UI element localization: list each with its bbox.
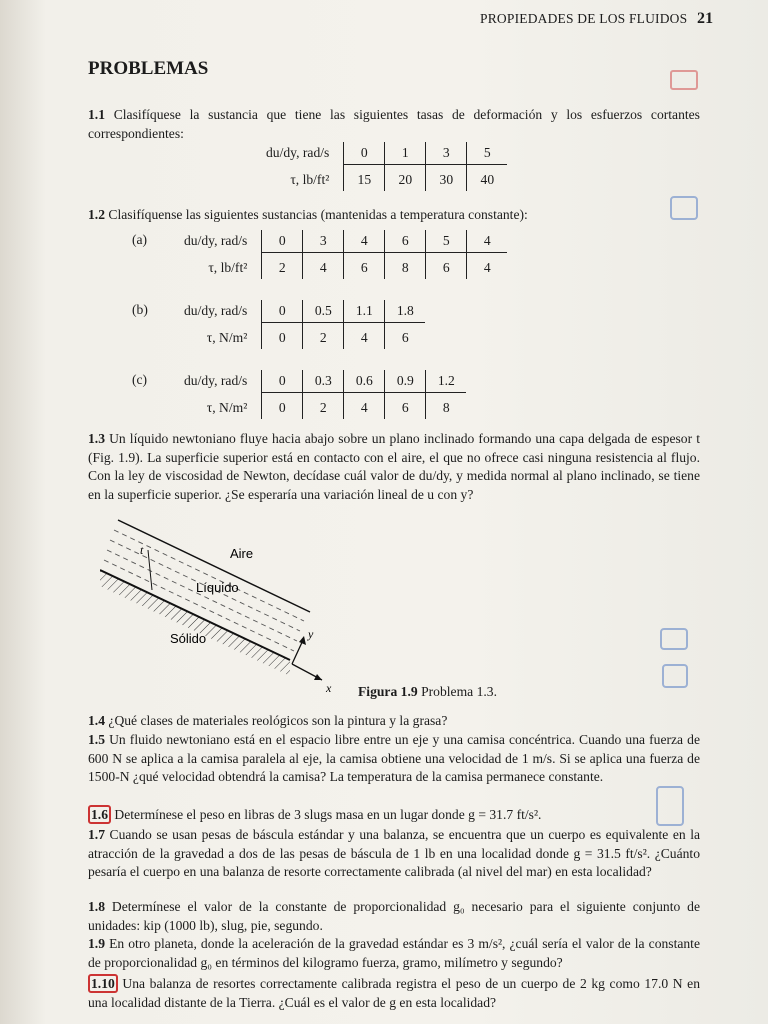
problem-number: 1.8	[88, 899, 105, 914]
marker-annotation	[670, 196, 698, 220]
problem-1-8	[88, 898, 700, 935]
problem-text: Un fluido newtoniano está en el espacio libre entre un eje y una camisa concéntrica. Cuando una fuerza de 600 N se aplica a la camisa paralela al eje, la camisa obtiene una velocidad de 1 m/s. Si se aplica una fuerza de 1500-N ¿qué velocidad obtendrá la camisa? La temperatura de la camisa permanece constante.	[88, 732, 700, 785]
stress-row	[180, 253, 507, 280]
problem-1-9	[88, 935, 700, 972]
table-cell: 1	[385, 142, 426, 165]
row-label: τ, lb/ft²	[290, 171, 330, 187]
figure-caption	[358, 684, 497, 700]
problem-1-7	[88, 826, 700, 882]
marker-annotation	[662, 664, 688, 688]
rate-row	[262, 142, 507, 165]
table-cell: 15	[344, 165, 385, 192]
problem-text: Clasifíquense las siguientes sustancias (mantenidas a temperatura constante):	[108, 207, 528, 222]
problem-text: Determínese el peso en libras de 3 slugs masa en un lugar donde g = 31.7 ft/s².	[114, 807, 542, 822]
table-cell: 6	[344, 253, 385, 280]
problem-1-6	[88, 805, 700, 825]
label-x: x	[326, 681, 332, 695]
table-cell: 0	[262, 300, 303, 323]
problem-1-2	[88, 206, 700, 225]
running-header	[480, 10, 713, 28]
table-1-1	[262, 142, 507, 191]
table-cell: 1.8	[385, 300, 426, 323]
row-label: du/dy, rad/s	[184, 233, 248, 249]
problem-text: En otro planeta, donde la aceleración de la gravedad estándar es 3 m/s², ¿cuál sería el valor de la constante de proporcionalidad g₀ en términos del kilogramo fuerza, gramo, milímetro y segundo?	[88, 936, 700, 970]
table-1-2a	[180, 230, 507, 279]
subpart-b: (b)	[132, 302, 148, 317]
table-cell: 0.5	[303, 300, 344, 323]
row-label: τ, lb/ft²	[208, 259, 248, 275]
problem-number: 1.1	[88, 107, 105, 122]
solid-plane-hatch	[100, 570, 290, 676]
rate-row	[180, 300, 425, 323]
table-cell: 6	[426, 253, 467, 280]
table-cell: 4	[467, 230, 508, 253]
table-cell: 5	[467, 142, 508, 165]
table-cell: 0.3	[303, 370, 344, 393]
table-cell: 8	[385, 253, 426, 280]
marker-annotation	[660, 628, 688, 650]
page-number: 21	[696, 10, 714, 27]
label-y: y	[308, 627, 314, 641]
problem-number-circled: 1.6	[88, 805, 111, 824]
table-cell: 0	[344, 142, 385, 165]
table-cell: 0	[262, 323, 303, 350]
table-cell: 6	[385, 393, 426, 420]
label-liquido: Líquido	[196, 580, 239, 595]
subpart-a: (a)	[132, 232, 148, 247]
table-cell: 1.1	[344, 300, 385, 323]
table-cell: 0.9	[385, 370, 426, 393]
table-cell: 6	[385, 323, 426, 350]
label-t: t	[140, 543, 144, 557]
row-label: τ, N/m²	[206, 399, 248, 415]
problem-1-10	[88, 974, 700, 1012]
problem-text: Cuando se usan pesas de báscula estándar y una balanza, se encuentra que un cuerpo es equivalente en la atracción de la gravedad a dos de las pesas de báscula de 1 lb en una localidad donde g = 31.5 ft/s². ¿Cuánto pesaría el cuerpo en una balanza de resorte correctamente calibrada (al nivel del mar) en esta localidad?	[88, 827, 701, 880]
table-cell: 40	[467, 165, 508, 192]
problem-text: ¿Qué clases de materiales reológicos son la pintura y la grasa?	[108, 713, 448, 728]
solid-surface	[100, 570, 290, 660]
problem-number-circled: 1.10	[88, 974, 118, 993]
problem-text: Clasifíquese la sustancia que tiene las siguientes tasas de deformación y los esfuerzos cortantes correspondientes:	[88, 107, 700, 141]
table-1-2c	[180, 370, 466, 419]
table-cell: 3	[426, 142, 467, 165]
stress-row	[180, 393, 466, 420]
row-label: du/dy, rad/s	[184, 373, 248, 389]
problem-number: 1.5	[88, 732, 105, 747]
table-cell: 3	[303, 230, 344, 253]
subpart-c: (c)	[132, 372, 148, 387]
row-label: du/dy, rad/s	[266, 145, 330, 161]
table-cell: 5	[426, 230, 467, 253]
figure-1-9	[100, 512, 460, 712]
problem-1-5	[88, 731, 700, 787]
table-cell: 4	[467, 253, 508, 280]
problem-1-4	[88, 712, 700, 731]
table-cell: 30	[426, 165, 467, 192]
problem-number: 1.2	[88, 207, 105, 222]
problem-number: 1.7	[88, 827, 105, 842]
caption-label: Figura 1.9	[358, 684, 418, 699]
row-label: τ, N/m²	[206, 329, 248, 345]
y-arrowhead	[299, 636, 306, 645]
table-cell: 0	[262, 230, 303, 253]
table-cell: 8	[426, 393, 467, 420]
problem-text: Un líquido newtoniano fluye hacia abajo sobre un plano inclinado formando una capa delgada de espesor t (Fig. 1.9). La superficie superior está en contacto con el aire, el que no ofrece casi ninguna resistencia al flujo. Con la ley de viscosidad de Newton, decídase cuál valor de du/dy, y medida normal al plano inclinado, se tiene en la superficie superior. ¿Se esperaría una variación lineal de u con y?	[88, 431, 700, 502]
stress-row	[262, 165, 507, 192]
table-cell: 4	[344, 323, 385, 350]
table-cell: 2	[303, 393, 344, 420]
marker-annotation	[656, 786, 684, 826]
problem-text: Determínese el valor de la constante de proporcionalidad g₀ necesario para el siguiente conjunto de unidades: kip (1000 lb), slug, pie, segundo.	[88, 899, 700, 933]
table-cell: 20	[385, 165, 426, 192]
table-1-2b	[180, 300, 425, 349]
table-cell: 4	[344, 230, 385, 253]
problem-number: 1.4	[88, 713, 105, 728]
label-aire: Aire	[230, 546, 254, 561]
label-solido: Sólido	[170, 631, 207, 646]
problem-1-3	[88, 430, 700, 504]
rate-row	[180, 370, 466, 393]
rate-row	[180, 230, 507, 253]
section-title: PROBLEMAS	[88, 58, 209, 79]
table-cell: 0	[262, 393, 303, 420]
table-cell: 4	[344, 393, 385, 420]
stress-row	[180, 323, 425, 350]
table-cell: 0.6	[344, 370, 385, 393]
table-cell: 6	[385, 230, 426, 253]
row-label: du/dy, rad/s	[184, 303, 248, 319]
problem-number: 1.9	[88, 936, 105, 951]
table-cell: 2	[262, 253, 303, 280]
table-cell: 1.2	[426, 370, 467, 393]
caption-text: Problema 1.3.	[421, 684, 497, 699]
table-cell: 2	[303, 323, 344, 350]
marker-annotation	[670, 70, 698, 90]
header-title: PROPIEDADES DE LOS FLUIDOS	[480, 11, 688, 26]
problem-text: Una balanza de resortes correctamente calibrada registra el peso de un cuerpo de 2 kg como 17.0 N en una localidad distante de la Tierra. ¿Cuál es el valor de g en esta localidad?	[88, 976, 700, 1010]
problem-number: 1.3	[88, 431, 105, 446]
table-cell: 4	[303, 253, 344, 280]
table-cell: 0	[262, 370, 303, 393]
problem-1-1	[88, 106, 700, 143]
